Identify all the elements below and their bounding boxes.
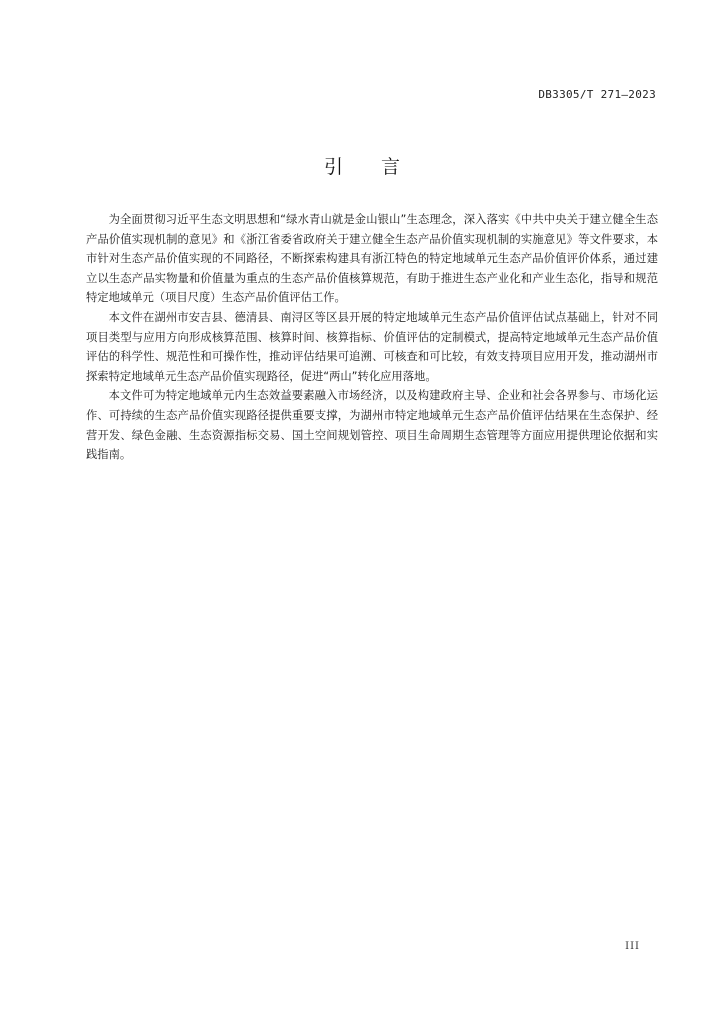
paragraph-3: 本文件可为特定地域单元内生态效益要素融入市场经济，以及构建政府主导、企业和社会各界参与、市场化运作、可持续的生态产品价值实现路径提供重要支撑，为湖州市特定地域单元生态产品价值评估结果在生态保护、经营开发、绿色金融、生态资源指标交易、国土空间规划管控、项目生命周期生态管理等方面应用提供理论依据和实践指南。 — [86, 389, 658, 462]
body-text — [86, 210, 658, 465]
section-title: 引言 — [323, 156, 438, 178]
document-code: DB3305/T 271—2023 — [538, 88, 656, 101]
page-number: III — [625, 941, 640, 952]
paragraph-1: 为全面贯彻习近平生态文明思想和“绿水青山就是金山银山”生态理念，深入落实《中共中央关于建立健全生态产品价值实现机制的意见》和《浙江省委省政府关于建立健全生态产品价值实现机制的实施意见》等文件要求，本市针对生态产品价值实现的不同路径，不断探索构建具有浙江特色的特定地域单元生态产品价值评价体系，通过建立以生态产品实物量和价值量为重点的生态产品价值核算规范，有助于推进生态产业化和产业生态化，指导和规范特定地域单元（项目尺度）生态产品价值评估工作。 — [86, 213, 658, 305]
paragraph-2: 本文件在湖州市安吉县、德清县、南浔区等区县开展的特定地域单元生态产品价值评估试点基础上，针对不同项目类型与应用方向形成核算范围、核算时间、核算指标、价值评估的定制模式，提高特定地域单元生态产品价值评估的科学性、规范性和可操作性，推动评估结果可追溯、可核查和可比较，有效支持项目应用开发，推动湖州市探索特定地域单元生态产品价值实现路径，促进“两山”转化应用落地。 — [86, 310, 658, 383]
